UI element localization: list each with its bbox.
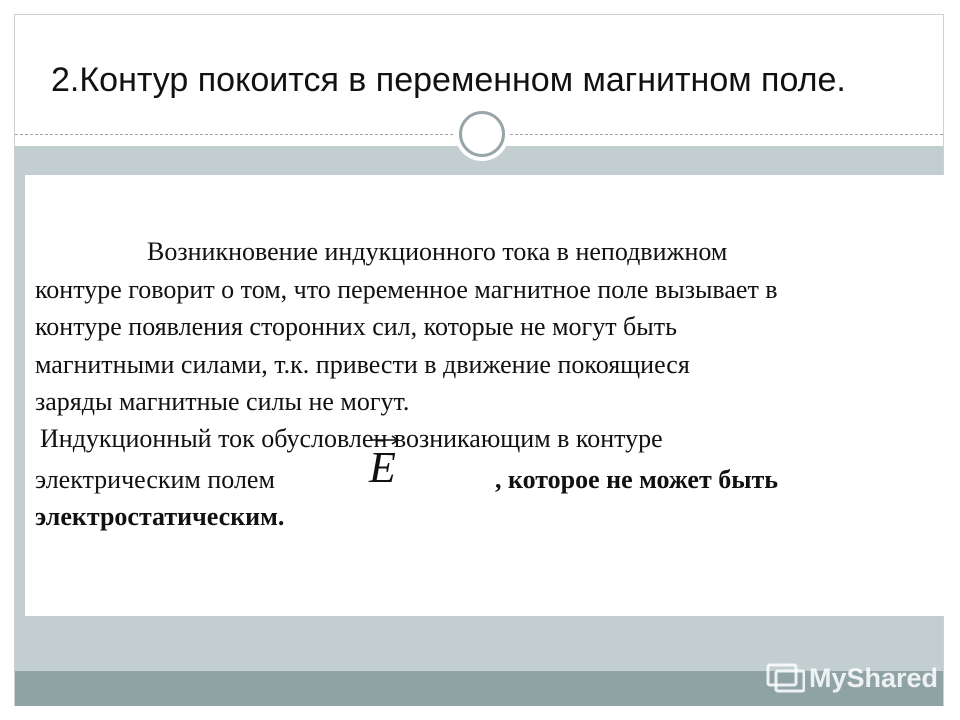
- paragraph-1-line-2: контуре говорит о том, что переменное магнитное поле вызывает в: [35, 274, 778, 304]
- vector-e-symbol: E: [368, 442, 396, 492]
- paragraph-2-line-3: электростатическим.: [35, 502, 285, 531]
- paragraph-1: [35, 233, 778, 421]
- content-box: [25, 175, 945, 616]
- paragraph-1-line-3: контуре появления сторонних сил, которые не могут быть: [35, 312, 677, 341]
- watermark-text: MyShared: [809, 662, 939, 693]
- paragraph-2-line-2-end: , которое не может быть: [494, 464, 779, 494]
- paragraph-1-line-1: Возникновение индукционного тока в неподвижном: [147, 237, 728, 266]
- paragraph-1-line-5: заряды магнитные силы не могут.: [35, 387, 410, 416]
- paragraph-2-line-2-start: электрическим полем: [35, 464, 275, 494]
- presentation-icon: [765, 661, 805, 695]
- slide: [14, 14, 944, 706]
- vector-e-formula: [275, 442, 495, 492]
- watermark: [765, 660, 938, 696]
- slide-title: 2.Контур покоится в переменном магнитном поле.: [51, 61, 846, 99]
- circle-ring-icon: [459, 111, 505, 157]
- paragraph-2-line-1: Индукционный ток обусловлен возникающим в контуре: [40, 424, 663, 453]
- paragraph-2: [35, 420, 778, 536]
- vector-arrow-icon: [361, 432, 421, 492]
- paragraph-1-line-4: магнитными силами, т.к. привести в движение покоящиеся: [35, 349, 690, 379]
